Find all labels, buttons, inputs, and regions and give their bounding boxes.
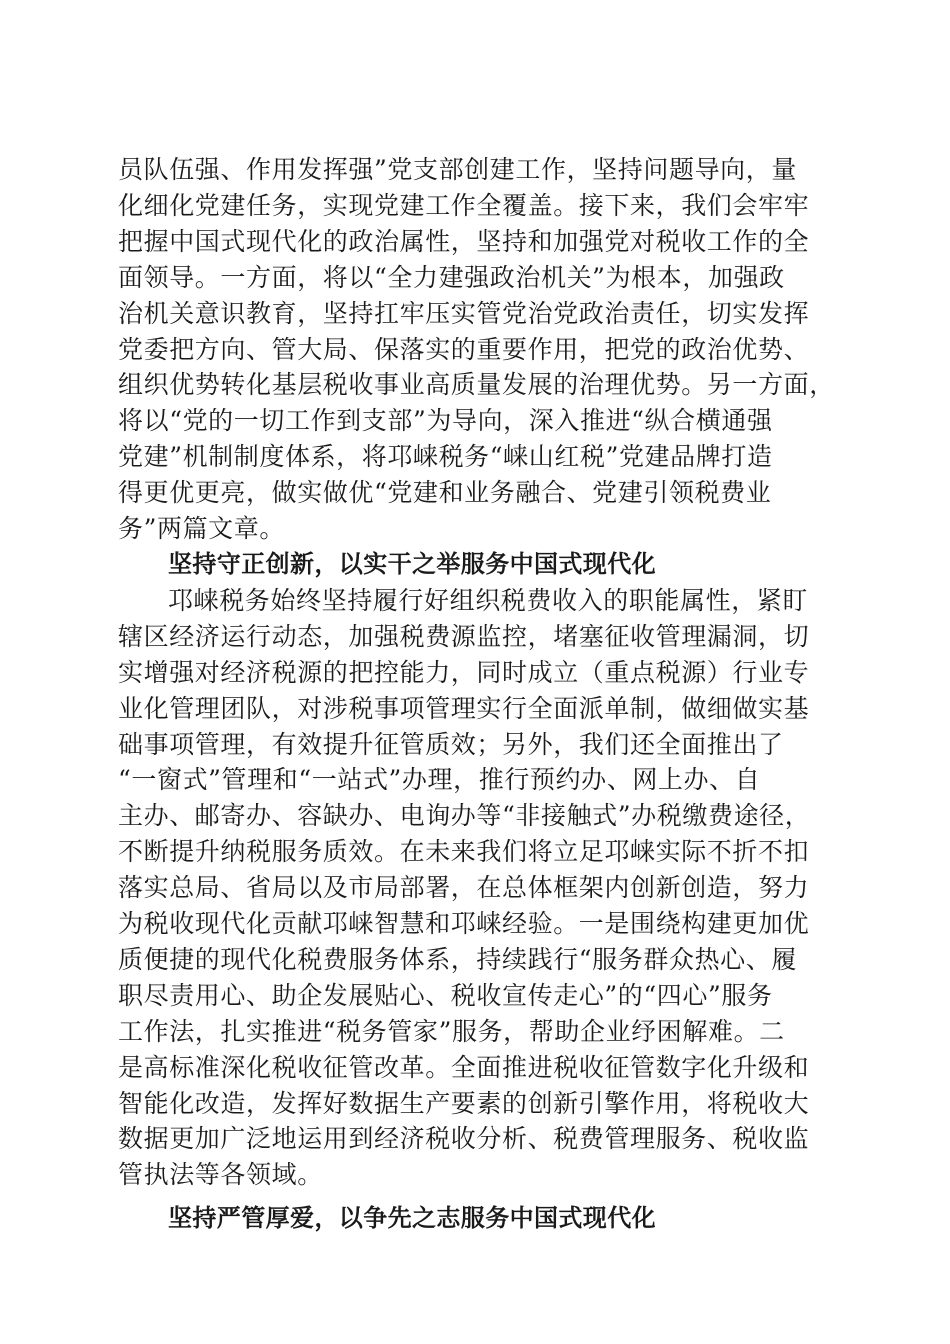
text-line: 治机关意识教育，坚持扛牢压实管党治党政治责任，切实发挥 bbox=[118, 298, 810, 328]
text-line: “一窗式”管理和“一站式”办理，推行预约办、网上办、自 bbox=[118, 765, 761, 795]
text-line: 工作法，扎实推进“税务管家”服务，帮助企业纾困解难。二 bbox=[118, 1016, 785, 1046]
text-line: 业化管理团队，对涉税事项管理实行全面派单制，做细做实基 bbox=[118, 693, 810, 723]
text-line: 得更优更亮，做实做优“党建和业务融合、党建引领税费业 bbox=[118, 478, 772, 508]
text-line: 是高标准深化税收征管改革。全面推进税收征管数字化升级和 bbox=[118, 1052, 810, 1082]
paragraph-1 bbox=[118, 152, 834, 547]
text-line: 邛崃税务始终坚持履行好组织税费收入的职能属性，紧盯 bbox=[168, 585, 809, 615]
text-line: 础事项管理，有效提升征管质效；另外，我们还全面推出了 bbox=[118, 729, 784, 759]
text-line: 员队伍强、作用发挥强”党支部创建工作，坚持问题导向，量 bbox=[118, 155, 797, 184]
text-line: 党建”机制制度体系，将邛崃税务“崃山红税”党建品牌打造 bbox=[118, 442, 773, 472]
text-line: 智能化改造，发挥好数据生产要素的创新引擎作用，将税收大 bbox=[118, 1088, 810, 1118]
text-line: 把握中国式现代化的政治属性，坚持和加强党对税收工作的全 bbox=[118, 226, 810, 256]
text-line: 数据更加广泛地运用到经济税收分析、税费管理服务、税收监 bbox=[118, 1124, 810, 1154]
text-line: 管执法等各领域。 bbox=[118, 1160, 323, 1190]
text-line: 务”两篇文章。 bbox=[118, 514, 285, 544]
text-line: 化细化党建任务，实现党建工作全覆盖。接下来，我们会牢牢 bbox=[118, 190, 810, 220]
text-line: 面领导。一方面，将以“全力建强政治机关”为根本，加强政 bbox=[118, 262, 785, 292]
text-line: 职尽责用心、助企发展贴心、税收宣传走心”的“四心”服务 bbox=[118, 980, 773, 1010]
paragraph-2 bbox=[118, 583, 834, 1193]
text-line: 将以“党的一切工作到支部”为导向，深入推进“纵合横通强 bbox=[118, 406, 773, 436]
text-line: 不断提升纳税服务质效。在未来我们将立足邛崃实际不折不扣 bbox=[118, 837, 810, 867]
text-line: 辖区经济运行动态，加强税费源监控，堵塞征收管理漏洞，切 bbox=[118, 621, 810, 651]
text-line: 为税收现代化贡献邛崃智慧和邛崃经验。一是围绕构建更加优 bbox=[118, 909, 810, 939]
section-heading-1: 坚持守正创新，以实干之举服务中国式现代化 bbox=[168, 549, 656, 578]
text-line: 主办、邮寄办、容缺办、电询办等“非接触式”办税缴费途径， bbox=[118, 801, 811, 831]
text-line: 党委把方向、管大局、保落实的重要作用，把党的政治优势、 bbox=[118, 334, 810, 364]
section-heading-2: 坚持严管厚爱，以争先之志服务中国式现代化 bbox=[168, 1204, 656, 1233]
document-body bbox=[118, 152, 834, 1237]
text-line: 实增强对经济税源的把控能力，同时成立（重点税源）行业专 bbox=[118, 657, 810, 687]
text-line: 质便捷的现代化税费服务体系，持续践行“服务群众热心、履 bbox=[118, 944, 797, 974]
text-line: 组织优势转化基层税收事业高质量发展的治理优势。另一方面， bbox=[118, 370, 835, 400]
text-line: 落实总局、省局以及市局部署，在总体框架内创新创造，努力 bbox=[118, 873, 810, 903]
